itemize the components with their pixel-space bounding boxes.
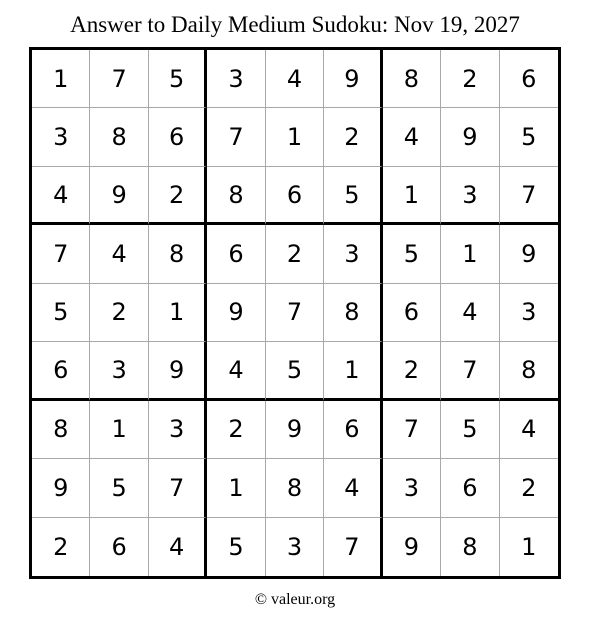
sudoku-cell-r3c6: 5 xyxy=(324,167,382,225)
sudoku-cell-r1c8: 2 xyxy=(441,50,499,108)
sudoku-cell-r6c1: 6 xyxy=(32,342,90,400)
sudoku-cell-r8c1: 9 xyxy=(32,459,90,517)
sudoku-cell-r6c6: 1 xyxy=(324,342,382,400)
page-title: Answer to Daily Medium Sudoku: Nov 19, 2027 xyxy=(70,12,520,37)
sudoku-cell-r5c4: 9 xyxy=(207,284,265,342)
sudoku-cell-r6c7: 2 xyxy=(383,342,441,400)
sudoku-cell-r4c5: 2 xyxy=(266,225,324,283)
sudoku-cell-r7c4: 2 xyxy=(207,401,265,459)
sudoku-cell-r5c8: 4 xyxy=(441,284,499,342)
sudoku-cell-r1c6: 9 xyxy=(324,50,382,108)
sudoku-cell-r3c5: 6 xyxy=(266,167,324,225)
sudoku-cell-r3c9: 7 xyxy=(500,167,558,225)
sudoku-cell-r9c3: 4 xyxy=(149,518,207,576)
sudoku-cell-r8c2: 5 xyxy=(90,459,148,517)
sudoku-cell-r6c2: 3 xyxy=(90,342,148,400)
sudoku-board xyxy=(29,47,561,579)
sudoku-cell-r2c4: 7 xyxy=(207,108,265,166)
sudoku-cell-r1c9: 6 xyxy=(500,50,558,108)
sudoku-cell-r3c8: 3 xyxy=(441,167,499,225)
sudoku-cell-r2c8: 9 xyxy=(441,108,499,166)
sudoku-cell-r4c6: 3 xyxy=(324,225,382,283)
sudoku-cell-r3c4: 8 xyxy=(207,167,265,225)
sudoku-cell-r7c8: 5 xyxy=(441,401,499,459)
sudoku-cell-r6c5: 5 xyxy=(266,342,324,400)
sudoku-cell-r8c8: 6 xyxy=(441,459,499,517)
sudoku-cell-r6c9: 8 xyxy=(500,342,558,400)
footer-credit: © valeur.org xyxy=(254,591,336,608)
sudoku-cell-r5c6: 8 xyxy=(324,284,382,342)
sudoku-cell-r2c9: 5 xyxy=(500,108,558,166)
sudoku-cell-r7c1: 8 xyxy=(32,401,90,459)
sudoku-cell-r4c1: 7 xyxy=(32,225,90,283)
sudoku-cell-r5c5: 7 xyxy=(266,284,324,342)
sudoku-cell-r9c8: 8 xyxy=(441,518,499,576)
sudoku-cell-r1c1: 1 xyxy=(32,50,90,108)
sudoku-cell-r4c3: 8 xyxy=(149,225,207,283)
sudoku-cell-r5c2: 2 xyxy=(90,284,148,342)
sudoku-cell-r9c1: 2 xyxy=(32,518,90,576)
sudoku-cell-r1c2: 7 xyxy=(90,50,148,108)
sudoku-cell-r9c4: 5 xyxy=(207,518,265,576)
sudoku-cell-r7c7: 7 xyxy=(383,401,441,459)
sudoku-cell-r7c2: 1 xyxy=(90,401,148,459)
sudoku-cell-r6c4: 4 xyxy=(207,342,265,400)
sudoku-cell-r2c5: 1 xyxy=(266,108,324,166)
sudoku-cell-r3c7: 1 xyxy=(383,167,441,225)
sudoku-cell-r1c4: 3 xyxy=(207,50,265,108)
sudoku-cell-r8c9: 2 xyxy=(500,459,558,517)
sudoku-cell-r1c7: 8 xyxy=(383,50,441,108)
sudoku-cell-r9c5: 3 xyxy=(266,518,324,576)
sudoku-cell-r4c7: 5 xyxy=(383,225,441,283)
sudoku-cell-r1c5: 4 xyxy=(266,50,324,108)
sudoku-cell-r2c6: 2 xyxy=(324,108,382,166)
sudoku-cell-r9c7: 9 xyxy=(383,518,441,576)
sudoku-cell-r6c3: 9 xyxy=(149,342,207,400)
sudoku-cell-r3c2: 9 xyxy=(90,167,148,225)
sudoku-cell-r4c4: 6 xyxy=(207,225,265,283)
sudoku-cell-r7c5: 9 xyxy=(266,401,324,459)
sudoku-cell-r7c3: 3 xyxy=(149,401,207,459)
sudoku-cell-r5c9: 3 xyxy=(500,284,558,342)
sudoku-cell-r2c2: 8 xyxy=(90,108,148,166)
sudoku-cell-r9c9: 1 xyxy=(521,532,537,561)
sudoku-cell-r4c9: 9 xyxy=(500,225,558,283)
sudoku-cell-r9c2: 6 xyxy=(90,518,148,576)
sudoku-cell-r5c1: 5 xyxy=(32,284,90,342)
sudoku-cell-r2c1: 3 xyxy=(32,108,90,166)
sudoku-cell-r1c3: 5 xyxy=(149,50,207,108)
sudoku-cell-r5c3: 1 xyxy=(149,284,207,342)
sudoku-cell-r6c8: 7 xyxy=(441,342,499,400)
sudoku-cell-r3c3: 2 xyxy=(149,167,207,225)
sudoku-cell-r8c4: 1 xyxy=(207,459,265,517)
sudoku-cell-r2c7: 4 xyxy=(383,108,441,166)
sudoku-cell-r8c7: 3 xyxy=(383,459,441,517)
sudoku-cell-r8c3: 7 xyxy=(149,459,207,517)
sudoku-cell-r4c8: 1 xyxy=(441,225,499,283)
sudoku-cell-r4c2: 4 xyxy=(90,225,148,283)
sudoku-cell-r9c6: 7 xyxy=(324,518,382,576)
sudoku-cell-r5c7: 6 xyxy=(383,284,441,342)
sudoku-cell-r8c5: 8 xyxy=(266,459,324,517)
sudoku-cell-r7c9: 4 xyxy=(500,401,558,459)
sudoku-cell-r7c6: 6 xyxy=(324,401,382,459)
sudoku-cell-r8c6: 4 xyxy=(324,459,382,517)
sudoku-cell-r2c3: 6 xyxy=(149,108,207,166)
sudoku-cell-r3c1: 4 xyxy=(32,167,90,225)
